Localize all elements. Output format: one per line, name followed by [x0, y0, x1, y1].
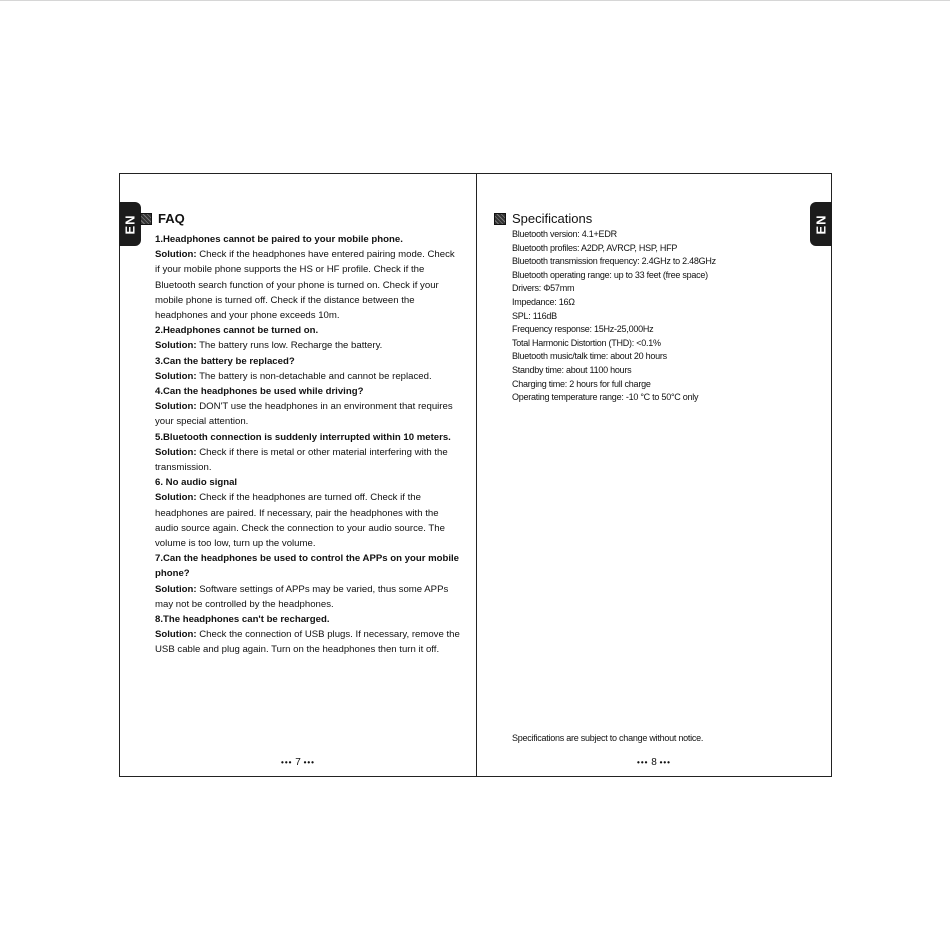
faq-question: 6. No audio signal	[155, 477, 238, 489]
solution-text: The battery runs low. Recharge the battery.	[199, 340, 383, 352]
spec-item: SPL: 116dB	[512, 310, 557, 321]
faq-question: 7.Can the headphones be used to control the APPs on your mobile phone?	[155, 553, 460, 580]
manual-spread	[119, 173, 832, 777]
spec-item: Bluetooth version: 4.1+EDR	[512, 229, 617, 239]
solution-text: The battery is non-detachable and cannot be replaced.	[199, 370, 432, 382]
faq-answer	[155, 445, 461, 475]
solution-text: Software settings of APPs may be varied, thus some APPs may not be controlled by the headphones.	[155, 583, 449, 610]
page-number-value: 7	[295, 757, 301, 768]
faq-question: 1.Headphones cannot be paired to your mobile phone.	[155, 234, 403, 245]
spec-item: Total Harmonic Distortion (THD): <0.1%	[512, 337, 661, 348]
solution-text: Check if there is metal or other material interfering with the transmission.	[155, 446, 448, 474]
page-number-value: 8	[651, 757, 657, 768]
square-bullet-icon	[494, 213, 506, 225]
spec-item: Frequency response: 15Hz-25,000Hz	[512, 324, 654, 335]
spec-item: Bluetooth operating range: up to 33 feet (free space)	[512, 269, 708, 280]
specifications-list	[512, 228, 822, 405]
page-dots: •••	[281, 758, 293, 767]
page-number-left	[120, 757, 476, 768]
spec-item: Standby time: about 1100 hours	[512, 364, 632, 375]
page-dots: •••	[303, 758, 315, 767]
spec-item: Bluetooth profiles: A2DP, AVRCP, HSP, HFP	[512, 242, 678, 253]
page-dots: •••	[659, 758, 671, 767]
language-tab-label: EN	[122, 213, 138, 235]
faq-answer	[155, 399, 461, 429]
faq-answer	[155, 490, 461, 551]
solution-label: Solution:	[155, 370, 197, 382]
solution-label: Solution:	[155, 340, 197, 352]
solution-label: Solution:	[155, 492, 197, 504]
solution-label: Solution:	[155, 249, 197, 261]
faq-answer	[155, 247, 461, 323]
solution-text: Check the connection of USB plugs. If necessary, remove the USB cable and plug again. Turn on the headphones then turn it off.	[155, 629, 460, 656]
solution-text: Check if the headphones have entered pairing mode. Check if your mobile phone supports the HS or HF profile. Check if the Bluetooth search function of your phone is turned on. Check if your mobile phone is turned off. Check if the distance between the headphones and your phone exceeds 10m.	[155, 249, 455, 322]
spec-item: Drivers: Φ57mm	[512, 283, 575, 294]
faq-answer	[155, 582, 461, 612]
faq-question: 8.The headphones can't be recharged.	[155, 614, 330, 626]
faq-heading	[140, 211, 185, 226]
solution-label: Solution:	[155, 583, 197, 595]
page-number-right	[477, 757, 831, 768]
faq-question: 5.Bluetooth connection is suddenly interrupted within 10 meters.	[155, 431, 451, 443]
spec-item: Charging time: 2 hours for full charge	[512, 378, 651, 389]
solution-text: DON'T use the headphones in an environment that requires your special attention.	[155, 401, 453, 428]
faq-answer	[155, 338, 461, 353]
solution-label: Solution:	[155, 401, 197, 413]
spec-item: Bluetooth music/talk time: about 20 hours	[512, 351, 667, 362]
square-bullet-icon	[140, 213, 152, 225]
faq-answer	[155, 369, 461, 384]
faq-title: FAQ	[158, 211, 185, 226]
faq-question: 4.Can the headphones be used while driving?	[155, 386, 364, 398]
language-tab-label: EN	[813, 213, 829, 235]
solution-text: Check if the headphones are turned off. Check if the headphones are paired. If necessary, pair the headphones with the audio source again. Check the connection to your audio source. The volume is too low, turn up the volume.	[155, 492, 445, 550]
right-page	[477, 174, 831, 776]
left-page	[120, 174, 476, 776]
spec-item: Operating temperature range: -10 °C to 50°C only	[512, 392, 699, 403]
language-tab-left	[119, 202, 141, 246]
specifications-note: Specifications are subject to change without notice.	[512, 733, 704, 743]
faq-answer	[155, 627, 461, 657]
top-rule	[0, 0, 950, 1]
faq-question: 3.Can the battery be replaced?	[155, 355, 295, 367]
spec-item: Bluetooth transmission frequency: 2.4GHz to 2.48GHz	[512, 256, 716, 267]
page-dots: •••	[637, 758, 649, 767]
specifications-heading	[494, 211, 592, 226]
spec-item: Impedance: 16Ω	[512, 296, 575, 307]
faq-question: 2.Headphones cannot be turned on.	[155, 325, 319, 337]
specifications-title: Specifications	[512, 211, 593, 226]
faq-list	[155, 232, 461, 658]
solution-label: Solution:	[155, 629, 197, 641]
solution-label: Solution:	[155, 446, 197, 458]
